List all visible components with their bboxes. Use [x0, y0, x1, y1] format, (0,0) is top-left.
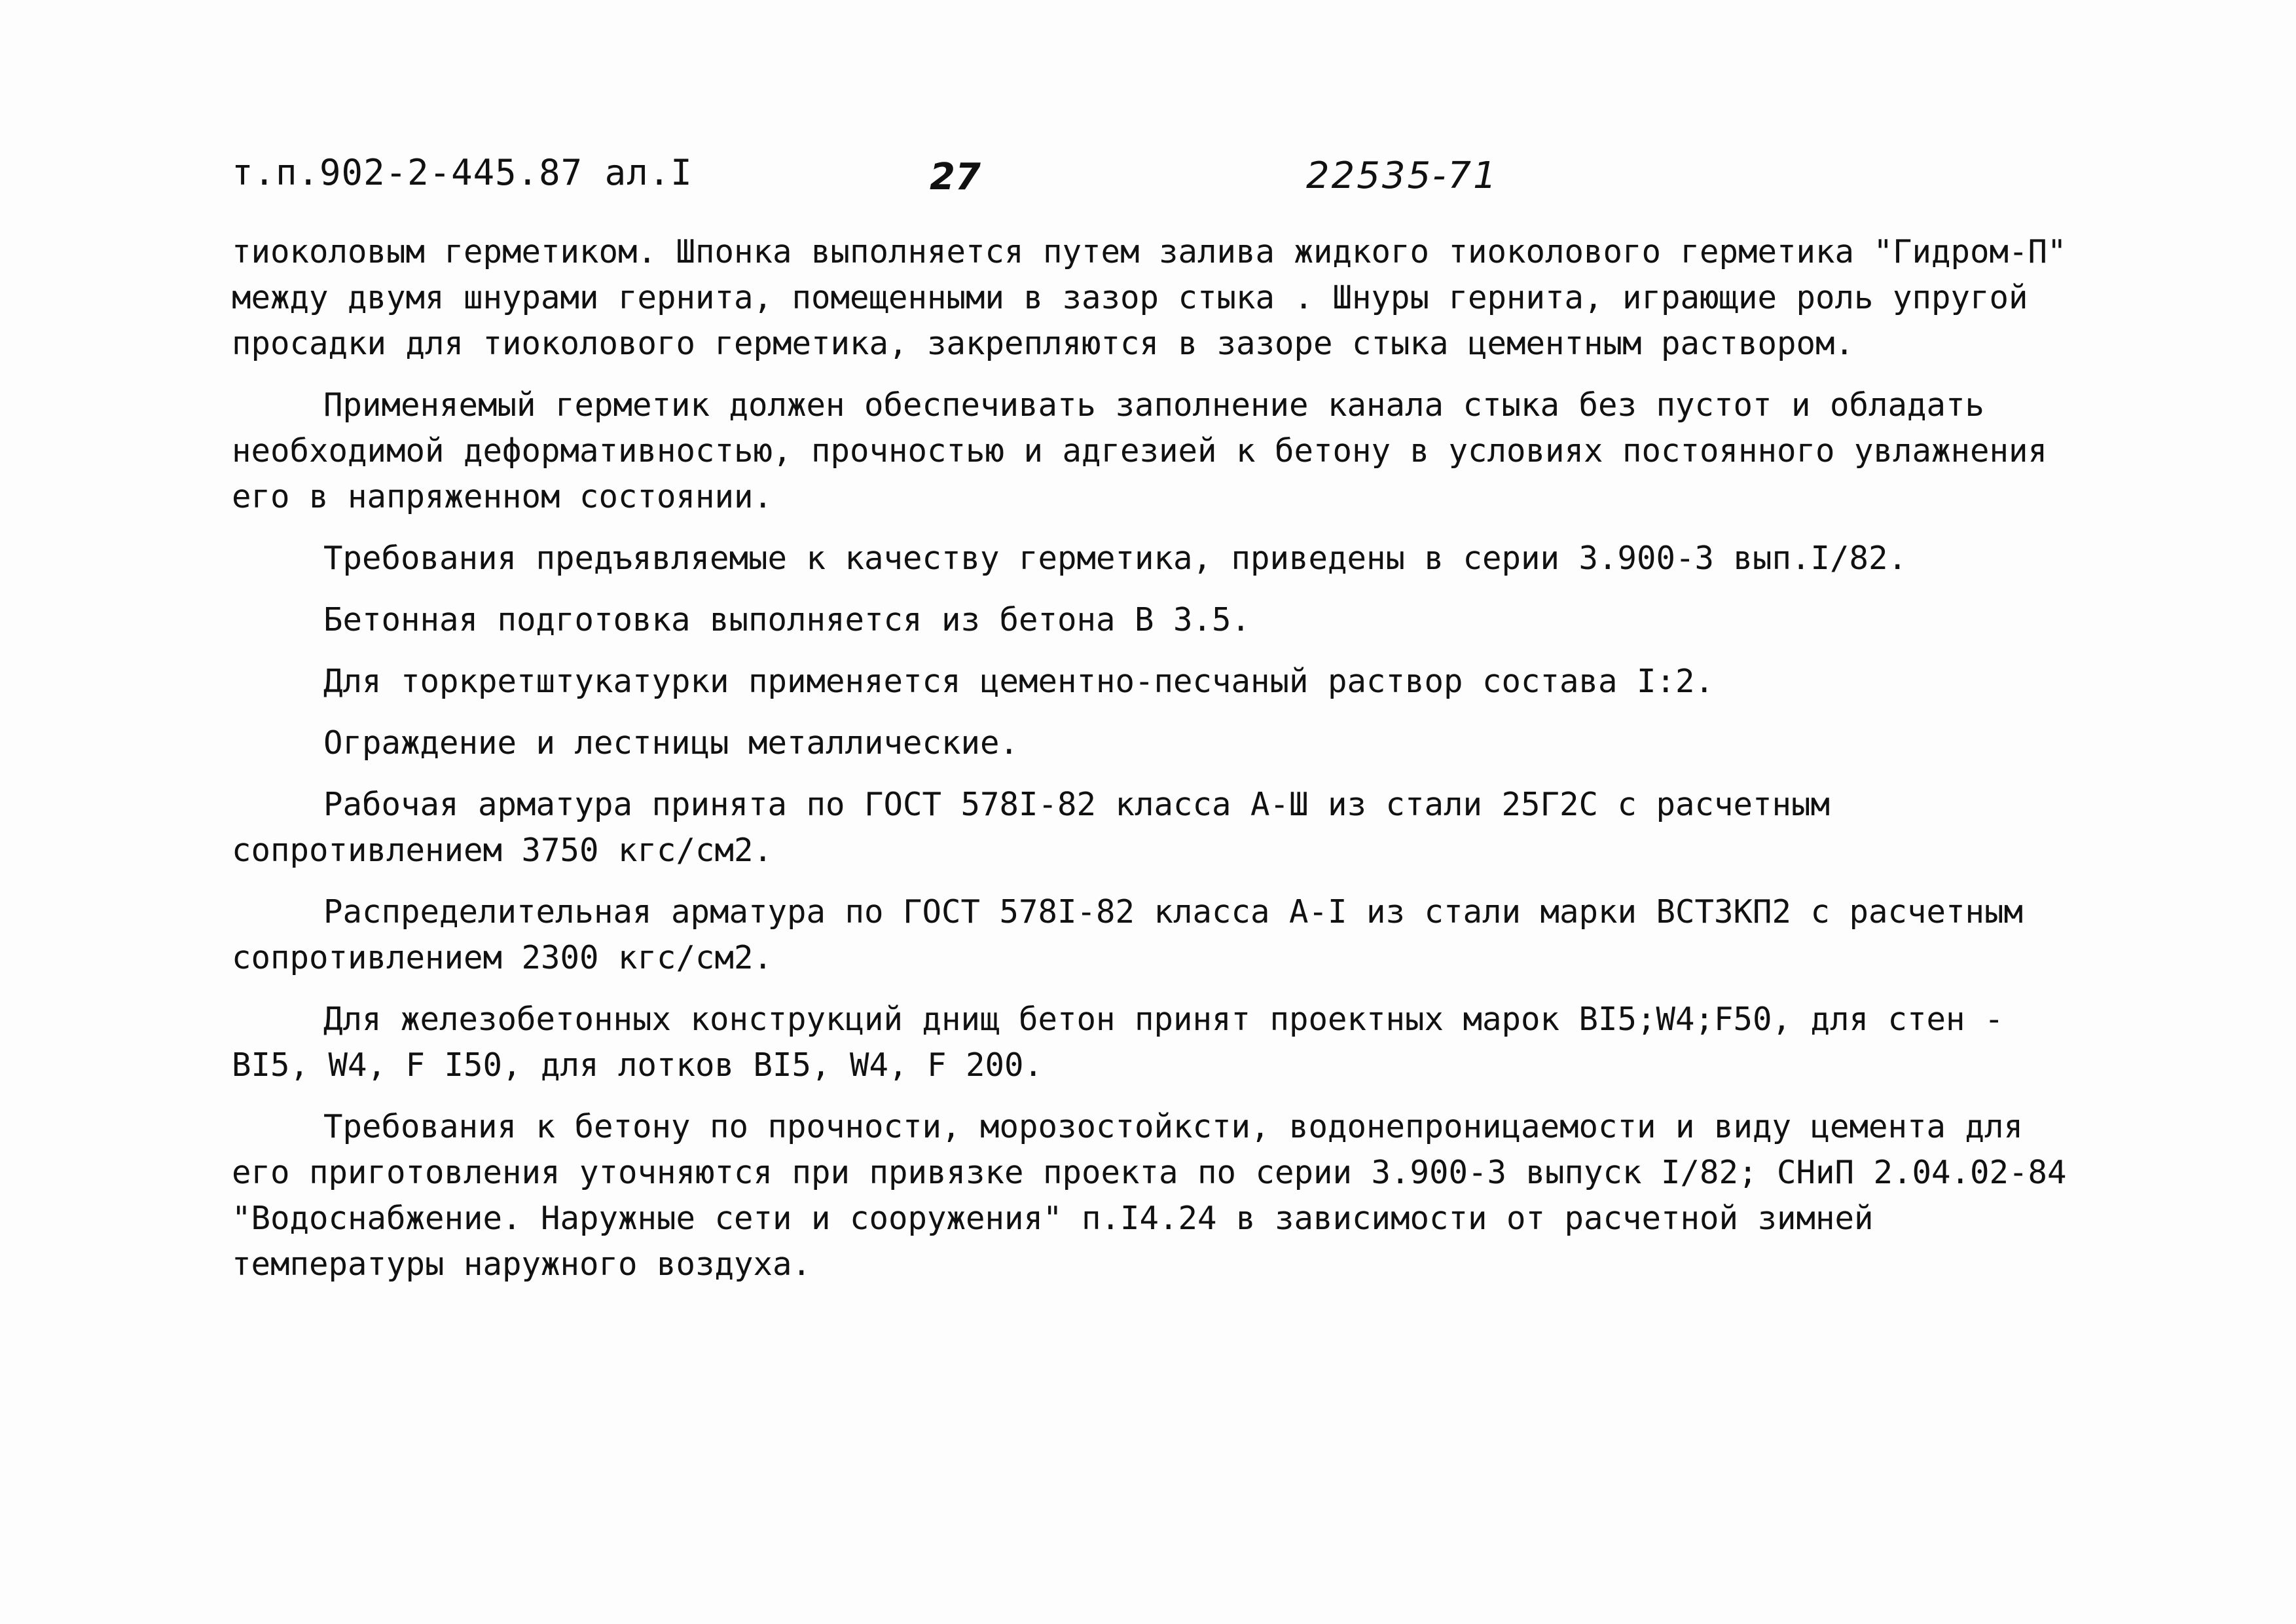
paragraph-concrete-base: Бетонная подготовка выполняется из бетона В 3.5. [323, 601, 1251, 638]
paragraph-sealant-requirements: Применяемый герметик должен обеспечивать заполнение канала стыка без пустот и обладать необходимой деформативностью, прочностью и адгезией к бетону в условиях постоянного увлажнения его в напряженном состоянии. [232, 386, 2067, 515]
page-number: 27 [930, 156, 981, 198]
paragraph-concrete-grades: Для железобетонных конструкций днищ бетон принят проектных марок BI5;W4;F50, для стен - BI5, W4, F I50, для лотков BI5, W4, F 200. [232, 1001, 2024, 1084]
paragraph-railings: Ограждение и лестницы металлические. [323, 724, 1019, 762]
page-header [0, 152, 2296, 204]
paragraph-sealant-key: тиоколовым герметиком. Шпонка выполняется путем залива жидкого тиоколового герметика "Гидром-П" между двумя шнурами гернита, помещенными в зазор стыка . Шнуры гернита, играющие роль упругой просадки для тиоколового герметика, закрепляются в зазоре стыка цементным раствором. [232, 233, 2086, 362]
paragraph-working-reinforcement: Рабочая арматура принята по ГОСТ 578I-82 класса А-Ш из стали 25Г2С с расчетным сопротивлением 3750 кгс/см2. [232, 786, 1850, 869]
document-code: т.п.902-2-445.87 ал.I [232, 152, 693, 193]
paragraph-concrete-requirements: Требования к бетону по прочности, морозостойксти, водонепроницаемости и виду цемента для его приготовления уточняются при привязке проекта по серии 3.900-3 выпуск I/82; СНиП 2.04.02-84 "Водоснабжение. Наружные сети и сооружения" п.I4.24 в зависимости от расчетной зимней температуры наружного воздуха. [232, 1108, 2086, 1283]
paragraph-sealant-quality: Требования предъявляемые к качеству герметика, приведены в серии 3.900-3 вып.I/82. [323, 540, 1908, 577]
body-text [232, 229, 2098, 1303]
paragraph-distribution-reinforcement: Распределительная арматура по ГОСТ 578I-82 класса А-I из стали марки ВСТЗКП2 с расчетным сопротивлением 2300 кгс/см2. [232, 893, 2043, 976]
paragraph-shotcrete: Для торкретштукатурки применяется цементно-песчаный раствор состава I:2. [323, 663, 1715, 700]
archive-number: 22535-71 [1306, 155, 1499, 197]
